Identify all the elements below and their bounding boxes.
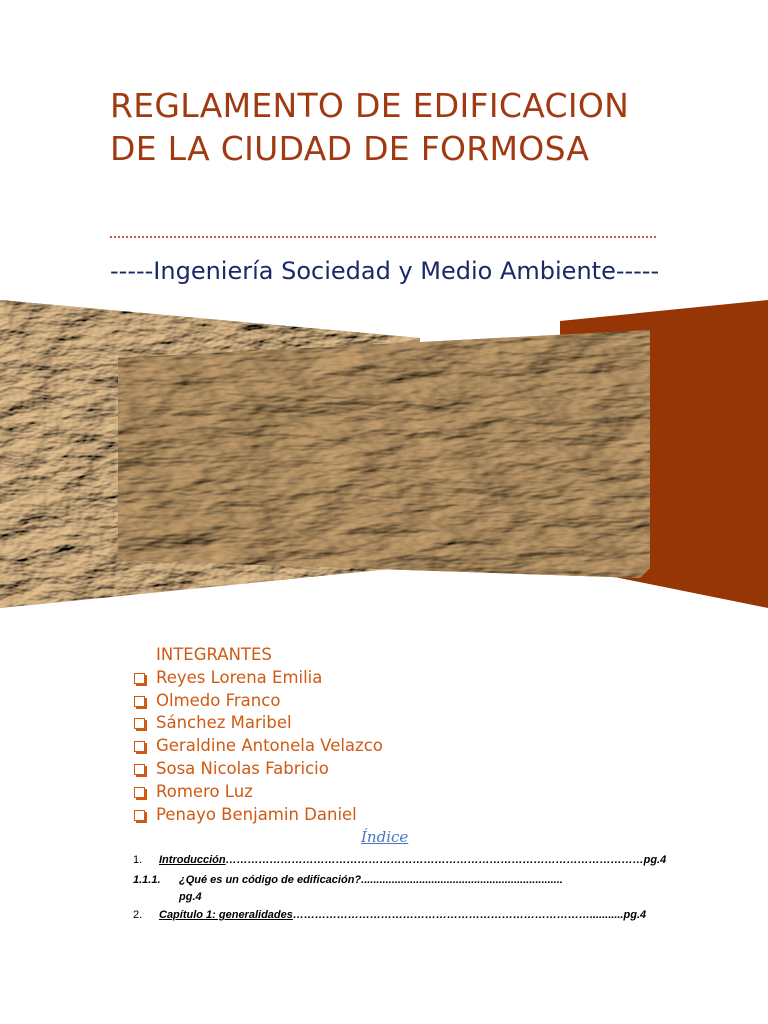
member-name: Reyes Lorena Emilia [156, 667, 323, 687]
toc-label[interactable]: Capítulo 1: generalidades [159, 909, 293, 921]
toc-entry[interactable] [133, 854, 667, 866]
index-heading-link[interactable]: Índice [361, 828, 409, 846]
member-name: Sánchez Maribel [156, 713, 292, 733]
list-item [134, 781, 383, 804]
checkbox-bullet-icon [134, 696, 145, 707]
checkbox-bullet-icon [134, 810, 145, 821]
document-subtitle: -----Ingeniería Sociedad y Medio Ambiente----- [110, 257, 660, 285]
member-name: Penayo Benjamin Daniel [156, 804, 357, 824]
toc-number: 1. [133, 854, 143, 866]
toc-label[interactable]: Introducción [159, 854, 226, 866]
dotted-divider [110, 236, 656, 238]
member-name: Romero Luz [156, 781, 253, 801]
list-item [134, 804, 383, 827]
checkbox-bullet-icon [134, 673, 145, 684]
member-name: Geraldine Antonela Velazco [156, 736, 383, 756]
toc-label[interactable]: ¿Qué es un código de edificación? [179, 874, 362, 886]
members-list [134, 644, 383, 826]
members-heading: INTEGRANTES [156, 645, 272, 664]
member-name: Sosa Nicolas Fabricio [156, 758, 329, 778]
document-title: REGLAMENTO DE EDIFICACION DE LA CIUDAD DE FORMOSA [110, 86, 630, 168]
toc-leader: .................................................................. [361, 874, 563, 886]
toc-entry[interactable] [133, 909, 663, 921]
toc-leader: ………………………………………………………………………........... [292, 909, 624, 921]
toc-page: pg.4 [643, 854, 667, 866]
list-item [134, 735, 383, 758]
list-item [134, 758, 383, 781]
toc-leader: …………………………………………………………………………………………………… [225, 854, 644, 866]
toc-number: 1.1.1. [133, 874, 161, 886]
checkbox-bullet-icon [134, 718, 145, 729]
toc-page: pg.4 [179, 891, 202, 903]
member-name: Olmedo Franco [156, 690, 281, 710]
list-item [134, 690, 383, 713]
checkbox-bullet-icon [134, 741, 145, 752]
toc-page: pg.4 [623, 909, 647, 921]
cover-banner [0, 298, 768, 610]
checkbox-bullet-icon [134, 787, 145, 798]
list-item [134, 712, 383, 735]
list-item [134, 667, 383, 690]
checkbox-bullet-icon [134, 764, 145, 775]
toc-entry[interactable] [133, 872, 663, 906]
toc-number: 2. [133, 909, 143, 921]
